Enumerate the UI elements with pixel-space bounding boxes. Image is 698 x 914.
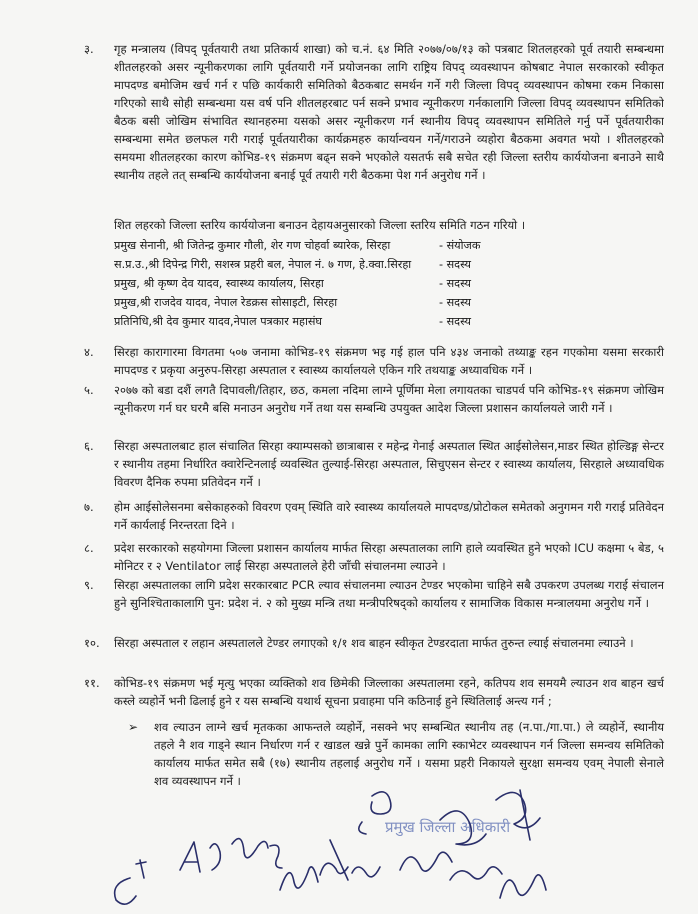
item-number: १०.: [84, 636, 100, 650]
item-number: ५.: [84, 383, 94, 397]
signature-mark: [210, 844, 220, 870]
item-number: ११.: [84, 676, 100, 690]
item-text: गृह मन्त्रालय (विपद् पूर्वतयारी तथा प्रतिकार्य शाखा) को च.नं. ६४ मिति २०७७/०७/१३ को पत्रबाट शितलहरको पूर्व तयारी सम्बन्धमा शीतलहरको असर न्यूनीकरणका लागि पूर्वतयारी गर्ने प्रयोजनका लागि राष्ट्रिय विपद् व्यवस्थापन कोषबाट नेपाल सरकारको स्वीकृत मापदण्ड बमोजिम खर्च गर्न र पछि कार्यकारी समितिको बैठकबाट समर्थन गर्ने गरी जिल्ला विपद् व्यवस्थापन कोषमा रकम निकासा गरिएको साथै सोही सम्बन्धमा यस वर्ष पनि शीतलहरबाट पर्न सक्ने प्रभाव न्यूनीकरण गर्नकालागि जिल्ला विपद् व्यवस्थापन समितिको बैठक बसी जोखिम संभावित स्थानहरुमा यसको असर न्यूनीकरण गर्न स्थानीय विपद् व्यवस्थापन समितिले गर्नु पर्ने पूर्वतयारीका सम्बन्धमा समेत छलफल गरी गराई पूर्वतयारीका कार्यक्रमहरु कार्यान्वयन गर्ने/गराउने व्यहोरा बैठकमा अवगत भयो । शीतलहरको समयमा शीतलहरका कारण कोभिड-१९ संक्रमण बढ्न सक्ने भएकोले यसतर्फ सबै सचेत रही जिल्ला स्तरीय कार्ययोजना बनाउने साथै स्थानीय तहले तत् सम्बन्धि कार्ययोजना बनाई पूर्व तयारी गरी बैठकमा पेश गर्न अनुरोध गर्ने ।: [114, 42, 664, 182]
item-text: सिरहा अस्पताल र लहान अस्पतालले टेण्डर लगाएको १/१ शव बाहन स्वीकृत टेण्डरदाता मार्फत तुरुन्त ल्याई संचालनमा ल्याउने ।: [114, 636, 634, 650]
item-text: २०७७ को बडा दशैं लगतै दिपावली/तिहार, छठ, कमला नदिमा लाग्ने पूर्णिमा मेला लगायतका चाडपर्व पनि कोभिड-१९ संक्रमण जोखिम न्यूनीकरण गर्न घर घरमै बसि मनाउन अनुरोध गर्ने तथा यस सम्बन्धि उपयुक्त आदेश जिल्ला प्रशासन कार्यालयले जारी गर्ने ।: [114, 383, 664, 415]
committee-row: [114, 312, 534, 331]
item-text: सिरहा अस्पतालका लागि प्रदेश सरकारबाट PCR ल्याव संचालनमा ल्याउन टेण्डर भएकोमा चाहिने सबै उपकरण उपलब्ध गराई संचालन हुने सुनिश्चिताकालागि पुन: प्रदेश नं. २ को मुख्य मन्त्रि तथा मन्त्रीपरिषद्को कार्यालय र सामाजिक विकास मन्त्रालयमा अनुरोध गर्ने ।: [114, 578, 664, 610]
member-name: प्रमुख,श्री राजदेव यादव, नेपाल रेडक्रस सोसाइटी, सिरहा: [114, 296, 338, 309]
member-role: - सदस्य: [439, 296, 471, 309]
signature-mark: [270, 845, 282, 868]
committee-list: [114, 236, 534, 331]
committee-row: [114, 293, 534, 312]
item-number: ४.: [84, 345, 94, 359]
committee-row: [114, 274, 534, 293]
signature-mark: [180, 842, 200, 872]
member-name: स.प्र.उ.,श्री दिपेन्द्र गिरी, सशस्त्र प्रहरी बल, नेपाल नं. ७ गण, हे.क्वा.सिरहा: [114, 258, 412, 271]
committee-row: [114, 236, 534, 255]
member-role: - सदस्य: [439, 315, 471, 328]
committee-intro: शित लहरको जिल्ला स्तरिय कार्ययोजना बनाउन देहायअनुसारको जिल्ला स्तरिय समिति गठन गरियो ।: [114, 218, 526, 232]
signature-mark: [450, 867, 502, 880]
signature-mark: [400, 852, 452, 871]
item-number: ६.: [84, 439, 94, 453]
item-number: ७.: [84, 500, 94, 514]
bullet-text: शव ल्याउन लाग्ने खर्च मृतकका आफन्तले व्यहोर्ने, नसक्ने भए सम्बन्धित स्थानीय तह (न.पा./गा.पा.) ले व्यहोर्ने, स्थानीय तहले नै शव गाड्ने स्थान निर्धारण गर्न र खाडल खन्ने पुर्ने कामका लागि स्काभेटर व्यवस्थापन गर्न जिल्ला समन्वय समितिको कार्यालय मार्फत समेत सबै (१७) स्थानीय तहलाई अनुरोध गर्ने । यसमा प्रहरी निकायले सुरक्षा समन्वय एवम् नेपाली सेनाले शव व्यवस्थापन गर्ने ।: [154, 720, 664, 788]
handwritten-signatures: [0, 760, 698, 910]
office-stamp: प्रमुख जिल्ला अधिकारी: [385, 818, 511, 836]
signature-mark: [232, 839, 268, 858]
signature-mark: [371, 792, 391, 814]
member-role: - सदस्य: [439, 277, 471, 290]
item-text: होम आईसोलेसनमा बसेकाहरुको विवरण एवम् स्थिति वारे स्वास्थ्य कार्यालयले मापदण्ड/प्रोटोकल समेतको अनुगमन गरी गराई प्रतिवेदन गर्ने कार्यलाई निरन्तरता दिने ।: [114, 500, 664, 532]
member-name: प्रमुख सेनानी, श्री जितेन्द्र कुमार गौली, शेर गण चोहर्वा ब्यारेक, सिरहा: [114, 239, 391, 252]
item-number: ८.: [84, 541, 94, 555]
member-name: प्रतिनिधि,श्री देव कुमार यादव,नेपाल पत्रकार महासंघ: [114, 315, 323, 328]
signature-mark: [500, 875, 546, 898]
signature-mark: [320, 863, 380, 877]
signature-mark: [280, 867, 318, 890]
signature-mark: [115, 878, 136, 904]
signatures-area: [0, 760, 698, 910]
member-role: - सदस्य: [439, 258, 471, 271]
signature-mark: [359, 822, 366, 834]
item-text: सिरहा अस्पतालबाट हाल संचालित सिरहा क्याम्पसको छात्राबास र महेन्द्र गेनाई अस्पताल स्थित आईसोलेसन,माडर स्थित होल्डिङ्ग सेन्टर र स्थानीय तहमा निर्धारित क्वारेन्टिनलाई व्यवस्थित तुल्याई-सिरहा अस्पताल, सिचुएसन सेन्टर र स्वास्थ्य कार्यालय, सिरहाले अध्यावधिक विवरण दैनिक रुपमा प्रतिवेदन गर्ने ।: [114, 439, 664, 489]
item-text: सिरहा कारागारमा विगतमा ५०७ जनामा कोभिड-१९ संक्रमण भइ गई हाल पनि ४३४ जनाको तथ्याङ्क रहन गएकोमा यसमा सरकारी मापदण्ड र प्रकृया अनुरुप-सिरहा अस्पताल र स्वास्थ्य कार्यालयले एकिन गरि तथयाङ्क अध्यावधिक गर्ने ।: [114, 345, 664, 377]
member-role: - संयोजक: [439, 239, 481, 252]
committee-row: [114, 255, 534, 274]
item-text: कोभिड-१९ संक्रमण भई मृत्यु भएका व्यक्तिको शव छिमेकी जिल्लाका अस्पतालमा रहने, कतिपय शव समयमै ल्याउन शव बाहन खर्च कस्ले व्यहोर्ने भनी ढिलाई हुने र यस सम्बन्धि यथार्थ सूचना प्रवाहमा पनि कठिनाई हुने स्थितिलाई अन्त्य गर्न ;: [114, 676, 664, 708]
signature-mark: [520, 790, 530, 840]
member-name: प्रमुख, श्री कृष्ण देव यादव, स्वास्थ्य कार्यालय, सिरहा: [114, 277, 324, 290]
item-text: प्रदेश सरकारको सहयोगमा जिल्ला प्रशासन कार्यालय मार्फत सिरहा अस्पतालका लागि हाले व्यवस्थित हुने भएको ICU कक्षमा ५ बेड, ५ मोनिटर र २ Ventilator लाई सिरहा अस्पतालले हेरी जाँची संचालनमा ल्याउने ।: [114, 541, 664, 573]
arrow-bullet-icon: ➢: [128, 720, 139, 734]
item-number: ३.: [84, 42, 94, 56]
signature-mark: [136, 860, 146, 878]
item-number: ९.: [84, 578, 94, 592]
